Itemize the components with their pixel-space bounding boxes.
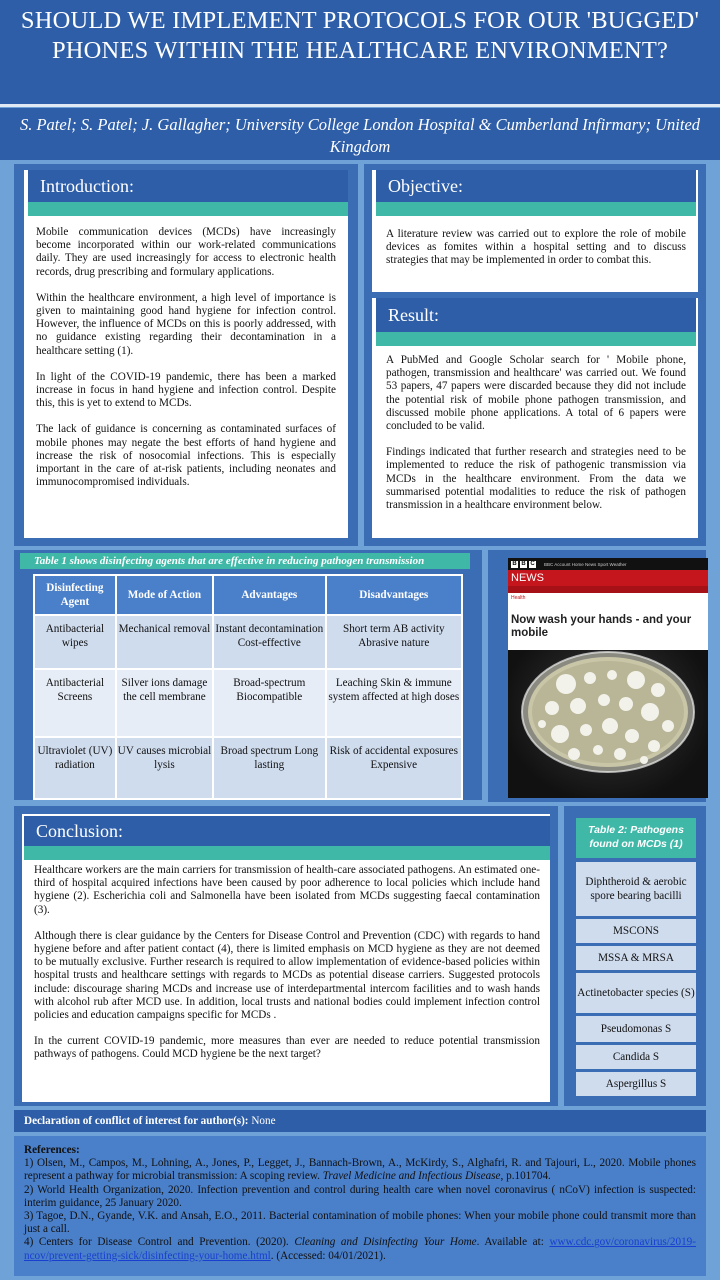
- table-row: [34, 737, 462, 799]
- table-header: Disinfecting Agent: [34, 575, 116, 615]
- table-cell: Short term AB activity Abrasive nature: [326, 615, 462, 669]
- bbc-news-screenshot: [508, 558, 708, 798]
- poster-title: SHOULD WE IMPLEMENT PROTOCOLS FOR OUR 'BUGGED' PHONES WITHIN THE HEALTHCARE ENVIRONMENT?: [20, 7, 700, 64]
- bbc-logo-letter: B: [521, 560, 526, 567]
- reference-item: 4) Centers for Disease Control and Prevention. (2020). Cleaning and Disinfecting Your Home. Available at: www.cdc.gov/coronavirus/2019-ncov/prevent-getting-sick/disinfecting-your-home.html. (Accessed: 04/01/2021).: [24, 1236, 696, 1262]
- pathogen-item: Candida S: [576, 1045, 696, 1069]
- table-cell: Risk of accidental exposures Expensive: [326, 737, 462, 799]
- references-list: [24, 1144, 696, 1263]
- result-heading: Result:: [376, 298, 696, 332]
- pathogen-item: Aspergillus S: [576, 1072, 696, 1096]
- table-cell: UV causes microbial lysis: [116, 737, 213, 799]
- conclusion-heading-strip: [24, 846, 550, 860]
- table-cell: Silver ions damage the cell membrane: [116, 669, 213, 737]
- introduction-paragraph: Mobile communication devices (MCDs) have increasingly become incorporated within our work-related communications daily. They are used increasingly for access to electronic health records, drug prescribing and formulary applications.: [36, 226, 336, 278]
- news-subnav: [508, 586, 708, 593]
- pathogen-item: MSCONS: [576, 919, 696, 943]
- table-cell: Antibacterial wipes: [34, 615, 116, 669]
- reference-item: 3) Tagoe, D.N., Gyande, V.K. and Ansah, E.O., 2011. Bacterial contamination of mobile phones: When your mobile phone could transmit more than just a call.: [24, 1210, 696, 1236]
- title-divider: [0, 104, 720, 107]
- conclusion-paragraph: Healthcare workers are the main carriers for transmission of health-care associated pathogens. An estimated one-third of hospital acquired infections have been caused by poor adherence to local policies which include hand hygiene (2). Escherichia coli and Salmonella have been isolated from MCDs suggesting faecal contamination (3).: [34, 864, 540, 916]
- introduction-paragraph: The lack of guidance is concerning as contaminated surfaces of mobile phones may negate the best efforts of hand hygiene and increase the risk of nosocomial infections. This is especially important in the care of at-risk patients, including neonates and immunocompromised individuals.: [36, 423, 336, 489]
- objective-heading: Objective:: [376, 170, 696, 202]
- table-cell: Instant decontamination Cost-effective: [213, 615, 326, 669]
- result-paragraph: A PubMed and Google Scholar search for ' Mobile phone, pathogen, transmission and healthcare' was carried out. We found 53 papers, 47 papers were discarded because they did not include the potential risk of mobile phone pathogen transmission, and discussed mobile phone applications. A total of 6 papers were concluded to be valid.: [386, 354, 686, 433]
- conclusion-panel: [14, 806, 558, 1106]
- news-section-banner: NEWS: [508, 570, 708, 586]
- table-cell: Ultraviolet (UV) radiation: [34, 737, 116, 799]
- result-body: [386, 354, 686, 525]
- declaration-label: Declaration of conflict of interest for author(s):: [24, 1115, 249, 1127]
- table-header: Disadvantages: [326, 575, 462, 615]
- result-heading-strip: [376, 332, 696, 346]
- pathogen-item: MSSA & MRSA: [576, 946, 696, 970]
- result-paragraph: Findings indicated that further research and strategies need to be implemented to reduce the risk of pathogenic transmission via MCDs in the healthcare environment. From the data we summarised potential modalities to reduce the risk of pathogen transmission in a healthcare environment below.: [386, 446, 686, 512]
- poster-title-bar: [0, 0, 720, 104]
- introduction-heading-strip: [28, 202, 348, 216]
- bbc-logo-letter: B: [512, 560, 517, 567]
- pathogen-item: Actinetobacter species (S): [576, 973, 696, 1013]
- declaration-value: None: [251, 1115, 276, 1127]
- reference-item: 2) World Health Organization, 2020. Infection prevention and control during health care when novel coronavirus ( nCoV) infection is suspected: interim guidance, 25 January 2020.: [24, 1183, 696, 1209]
- pathogen-item: Pseudomonas S: [576, 1016, 696, 1042]
- introduction-body: [36, 226, 336, 502]
- conclusion-body: [34, 864, 540, 1075]
- table-cell: Broad-spectrum Biocompatible: [213, 669, 326, 737]
- table-cell: Mechanical removal: [116, 615, 213, 669]
- conclusion-paragraph: In the current COVID-19 pandemic, more measures than ever are needed to reduce potential transmission pathways of pathogens. Could MCD hygiene be the next target?: [34, 1035, 540, 1061]
- bbc-logo-letter: C: [530, 560, 535, 567]
- introduction-panel: [14, 164, 358, 546]
- objective-heading-strip: [376, 202, 696, 216]
- news-tag: Health: [511, 595, 526, 601]
- cdc-reference-link[interactable]: www.cdc.gov/coronavirus/2019-ncov/prevent-getting-sick/disinfecting-your-home.html: [24, 1236, 696, 1262]
- introduction-paragraph: Within the healthcare environment, a high level of importance is given to maintaining good hand hygiene for infection control. However, the influence of MCDs on this is poorly addressed, with no guidance existing regarding their decontamination in a healthcare setting (1).: [36, 291, 336, 357]
- poster-authors: S. Patel; S. Patel; J. Gallagher; University College London Hospital & Cumberland Infirmary; United Kingdom: [0, 108, 720, 160]
- bbc-nav-text: BBC Account Home News Sport Weather: [544, 561, 627, 567]
- table1-caption: Table 1 shows disinfecting agents that are effective in reducing pathogen transmission: [20, 553, 470, 569]
- reference-item: 1) Olsen, M., Campos, M., Lohning, A., Jones, P., Legget, J., Bannach-Brown, A., McKirdy, S., Alghafri, R. and Tajouri, L., 2020. Mobile phones represent a pathway for microbial transmission: A scoping review. Travel Medicine and Infectious Disease, p.101704.: [24, 1157, 696, 1183]
- table-row: [34, 615, 462, 669]
- table-header: Mode of Action: [116, 575, 213, 615]
- conclusion-heading: Conclusion:: [24, 816, 550, 846]
- disinfecting-agents-table: [33, 574, 463, 800]
- pathogen-item: Diphtheroid & aerobic spore bearing bacilli: [576, 862, 696, 916]
- table-cell: Antibacterial Screens: [34, 669, 116, 737]
- objective-text: A literature review was carried out to explore the role of mobile devices as fomites within a hospital setting and to discuss strategies that may be implemented in order to combat this.: [386, 228, 686, 267]
- table-cell: Leaching Skin & immune system affected at high doses: [326, 669, 462, 737]
- conclusion-paragraph: Although there is clear guidance by the Centers for Disease Control and Prevention (CDC) with regards to hand hygiene before and after patient contact (4), there is limited emphasis on MCD hygiene as they are not deemed to be mutually exclusive. Further research is required to allow implementation of evidence-based policies within hospital trusts and healthcare settings with regards to MCDs as potential disease carriers. Suggested protocols include: discourage sharing MCDs and increase use of interdepartmental intercom facilities and to wash hands with alcohol rub after MCD use. In addition, local trusts and national bodies could implement infection control policies and education campaigns specific for MCDs .: [34, 929, 540, 1022]
- result-panel: [364, 294, 706, 546]
- references-heading: References:: [24, 1144, 80, 1156]
- petri-dish-image: [508, 650, 708, 798]
- news-headline: Now wash your hands - and your mobile: [511, 614, 692, 639]
- table-row: [34, 669, 462, 737]
- references-panel: [14, 1136, 706, 1276]
- table2-heading: Table 2: Pathogens found on MCDs (1): [576, 818, 696, 858]
- introduction-heading: Introduction:: [28, 170, 348, 202]
- objective-panel: [364, 164, 706, 296]
- table-header: Advantages: [213, 575, 326, 615]
- table-cell: Broad spectrum Long lasting: [213, 737, 326, 799]
- introduction-paragraph: In light of the COVID-19 pandemic, there has been a marked increase in focus in hand hygiene and infection control. Despite this, this is yet to extend to MCDs.: [36, 370, 336, 410]
- bbc-top-bar: [508, 558, 708, 570]
- conflict-of-interest-declaration: [14, 1110, 706, 1132]
